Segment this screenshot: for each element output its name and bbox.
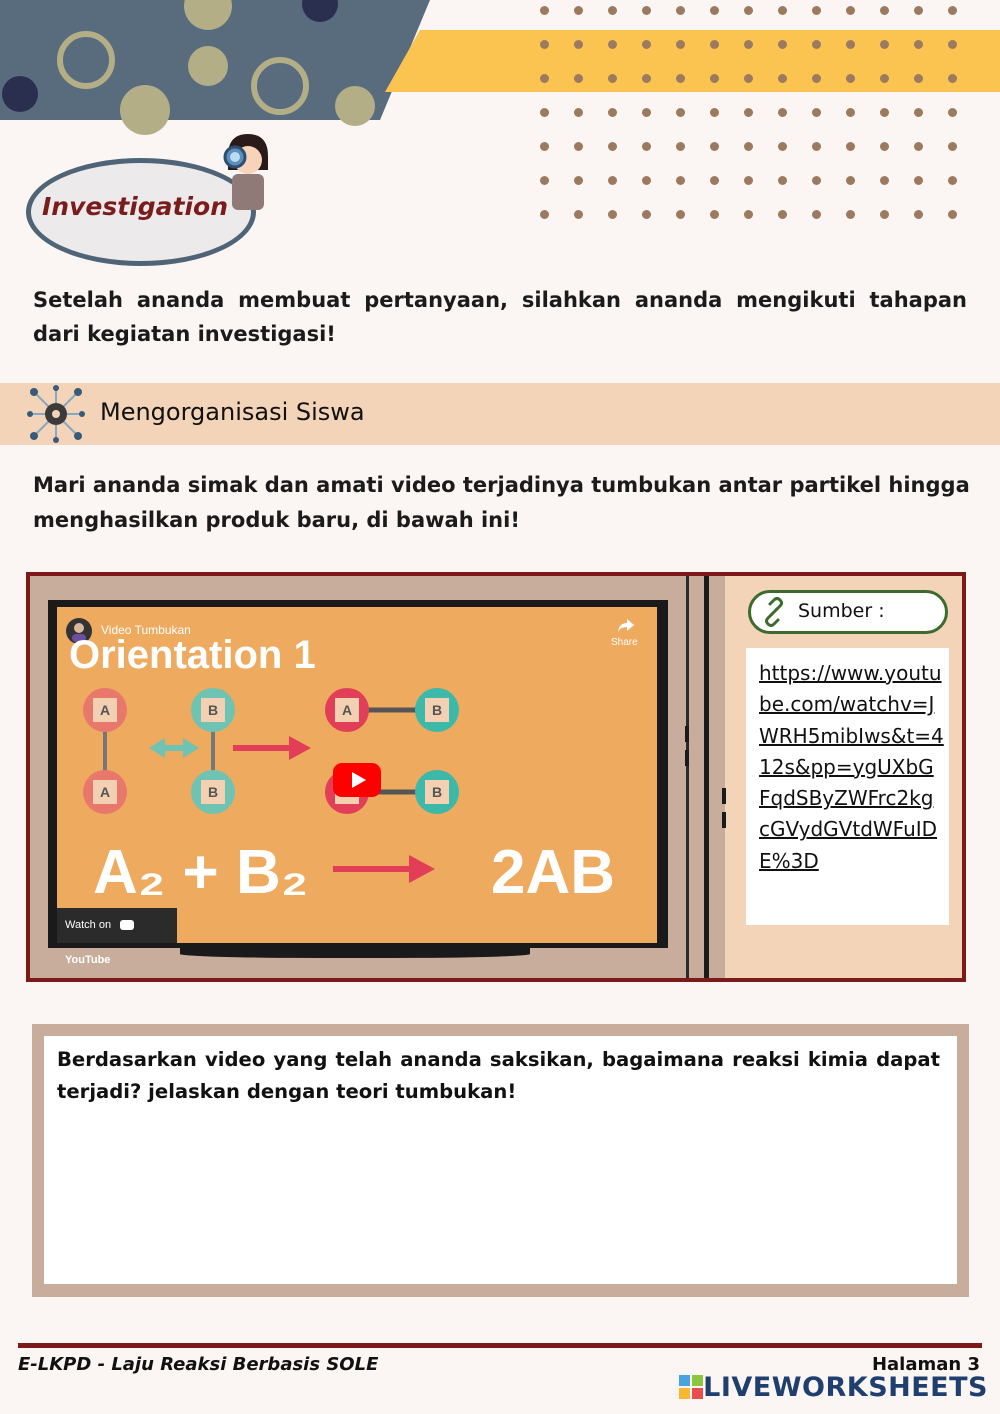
footer-title: E-LKPD - Laju Reaksi Berbasis SOLE bbox=[18, 1354, 379, 1375]
decor-dot bbox=[778, 108, 787, 117]
decor-dot bbox=[540, 142, 549, 151]
intro-text: Setelah ananda membuat pertanyaan, silahkan ananda mengikuti tahapan dari kegiatan investigasi! bbox=[33, 288, 967, 346]
question-text: Berdasarkan video yang telah ananda saksikan, bagaimana reaksi kimia dapat terjadi? jelaskan dengan teori tumbukan! bbox=[57, 1048, 940, 1103]
frame-divider-thin bbox=[686, 576, 689, 978]
decor-dot bbox=[948, 74, 957, 83]
decor-dot bbox=[914, 176, 923, 185]
decor-dot bbox=[574, 176, 583, 185]
decor-dot bbox=[642, 210, 651, 219]
brand-label: LIVEWORKSHEETS bbox=[703, 1372, 988, 1403]
decor-dot bbox=[540, 108, 549, 117]
decor-dot bbox=[846, 176, 855, 185]
decor-dot bbox=[846, 40, 855, 49]
decor-dot bbox=[574, 210, 583, 219]
decor-dot bbox=[880, 108, 889, 117]
network-gear-icon bbox=[24, 384, 88, 444]
decor-dot bbox=[676, 176, 685, 185]
decor-dot bbox=[642, 40, 651, 49]
decor-dot bbox=[744, 74, 753, 83]
source-link[interactable]: https://www.youtube.com/watchv=JWRH5mibIws&t=412s&pp=ygUXbGFqdSByZWFrc2kgcGVydGVtdWFuIDE%3D bbox=[759, 661, 944, 873]
tv-speaker-mark bbox=[685, 750, 689, 766]
decor-dot bbox=[574, 142, 583, 151]
atom-a: A bbox=[83, 770, 127, 814]
decor-dot bbox=[574, 6, 583, 15]
decor-dot bbox=[914, 210, 923, 219]
decor-dot bbox=[812, 74, 821, 83]
decor-dot bbox=[778, 74, 787, 83]
video-screen[interactable] bbox=[57, 607, 657, 966]
play-button-icon[interactable] bbox=[333, 763, 381, 797]
decor-dot bbox=[676, 142, 685, 151]
decor-dot bbox=[744, 108, 753, 117]
video-channel-title: Video Tumbukan bbox=[101, 623, 191, 637]
atom-b: B bbox=[191, 770, 235, 814]
equation-reactants: A₂ + B₂ bbox=[93, 838, 309, 907]
link-icon bbox=[760, 598, 788, 626]
atom-b: B bbox=[415, 688, 459, 732]
decor-dot bbox=[948, 142, 957, 151]
decor-dot bbox=[676, 6, 685, 15]
youtube-label: YouTube bbox=[65, 954, 111, 966]
decor-dot bbox=[846, 6, 855, 15]
decor-dot bbox=[608, 142, 617, 151]
decor-dot bbox=[642, 142, 651, 151]
decor-dot bbox=[812, 6, 821, 15]
decor-dot bbox=[676, 74, 685, 83]
decor-dot bbox=[948, 108, 957, 117]
decor-dot bbox=[880, 74, 889, 83]
decor-dot bbox=[642, 108, 651, 117]
section-title: Mengorganisasi Siswa bbox=[100, 398, 365, 426]
decor-dot bbox=[846, 108, 855, 117]
decor-dot bbox=[710, 74, 719, 83]
decor-dot bbox=[812, 108, 821, 117]
decor-dot bbox=[880, 210, 889, 219]
decor-dot bbox=[880, 176, 889, 185]
decor-dot bbox=[608, 176, 617, 185]
source-label: Sumber : bbox=[798, 600, 885, 622]
tv-stand bbox=[180, 948, 530, 958]
decor-dot bbox=[778, 40, 787, 49]
atom-a: A bbox=[83, 688, 127, 732]
decor-dot bbox=[744, 210, 753, 219]
decor-dot bbox=[778, 6, 787, 15]
decor-dot bbox=[778, 176, 787, 185]
decor-dot bbox=[608, 210, 617, 219]
decor-dot bbox=[608, 40, 617, 49]
decor-dot bbox=[812, 176, 821, 185]
decor-dot bbox=[914, 108, 923, 117]
atom-b: B bbox=[191, 688, 235, 732]
decor-dot bbox=[676, 108, 685, 117]
header-decoration bbox=[0, 0, 1000, 120]
decor-dot bbox=[540, 6, 549, 15]
decor-dot bbox=[710, 176, 719, 185]
decor-dot bbox=[744, 40, 753, 49]
decor-dot bbox=[948, 6, 957, 15]
frame-divider bbox=[704, 576, 709, 978]
footer-divider bbox=[18, 1343, 982, 1348]
liveworksheets-brand[interactable] bbox=[679, 1372, 988, 1403]
page-number: Halaman 3 bbox=[871, 1354, 980, 1375]
atom-b: B bbox=[415, 770, 459, 814]
decor-dot bbox=[642, 6, 651, 15]
decor-dot bbox=[574, 74, 583, 83]
equation-product: 2AB bbox=[491, 838, 616, 907]
decor-dot bbox=[540, 74, 549, 83]
decor-dot bbox=[948, 210, 957, 219]
tv-speaker-mark bbox=[722, 812, 726, 828]
decor-dot bbox=[744, 142, 753, 151]
decor-dot bbox=[608, 108, 617, 117]
decor-dot bbox=[540, 176, 549, 185]
decor-dot bbox=[574, 40, 583, 49]
decor-dot bbox=[744, 176, 753, 185]
decor-dot bbox=[676, 210, 685, 219]
decor-dot bbox=[642, 74, 651, 83]
atom-a: A bbox=[325, 688, 369, 732]
liveworksheets-logo-icon bbox=[679, 1375, 703, 1399]
decor-dot bbox=[540, 40, 549, 49]
decor-dot bbox=[812, 142, 821, 151]
youtube-logo-icon bbox=[120, 920, 134, 930]
decor-dot bbox=[914, 6, 923, 15]
decor-dot bbox=[608, 6, 617, 15]
decor-dot bbox=[880, 6, 889, 15]
decor-dot bbox=[948, 176, 957, 185]
decor-dot bbox=[710, 210, 719, 219]
instruction-text: Mari ananda simak dan amati video terjadinya tumbukan antar partikel hingga menghasilkan produk baru, di bawah ini! bbox=[33, 473, 970, 532]
decor-dot bbox=[642, 176, 651, 185]
share-label: Share bbox=[611, 637, 638, 648]
decor-dot bbox=[846, 74, 855, 83]
decor-dot bbox=[778, 142, 787, 151]
decor-dot bbox=[778, 210, 787, 219]
decor-dot bbox=[710, 108, 719, 117]
decor-dot bbox=[812, 210, 821, 219]
video-heading: Orientation 1 bbox=[69, 633, 316, 677]
tv-speaker-mark bbox=[685, 726, 689, 742]
decor-dot bbox=[846, 142, 855, 151]
watch-on-youtube-button[interactable]: Watch on YouTube bbox=[57, 908, 177, 943]
investigation-title: Investigation bbox=[42, 192, 229, 221]
decor-dot bbox=[880, 142, 889, 151]
decor-dot bbox=[744, 6, 753, 15]
tv-speaker-mark bbox=[722, 788, 726, 804]
decor-dot bbox=[710, 6, 719, 15]
decor-dot bbox=[812, 40, 821, 49]
decor-dot bbox=[914, 142, 923, 151]
decor-dot bbox=[710, 40, 719, 49]
decor-dot bbox=[914, 40, 923, 49]
decor-dot bbox=[710, 142, 719, 151]
decor-dot bbox=[540, 210, 549, 219]
decor-dot bbox=[948, 40, 957, 49]
decor-dot bbox=[574, 108, 583, 117]
decor-dot bbox=[608, 74, 617, 83]
decor-dot bbox=[880, 40, 889, 49]
answer-input[interactable] bbox=[57, 1112, 944, 1276]
decor-dot bbox=[846, 210, 855, 219]
decor-dot bbox=[914, 74, 923, 83]
decor-dot bbox=[676, 40, 685, 49]
